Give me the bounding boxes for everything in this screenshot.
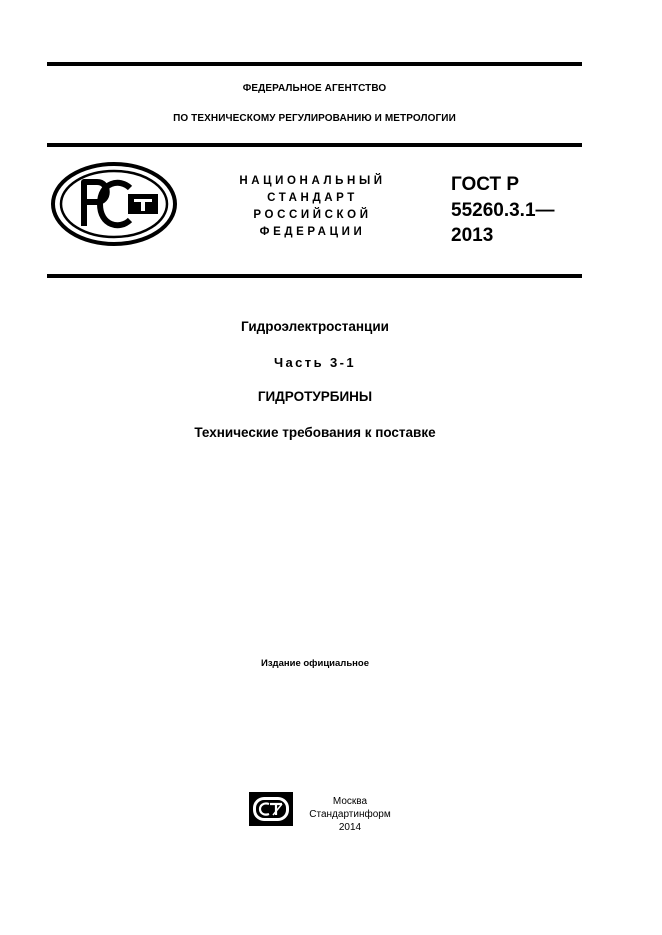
title-rule — [47, 274, 582, 278]
publisher-block — [300, 795, 400, 834]
document-field: Гидроэлектростанции — [241, 319, 389, 334]
publisher-city: Москва — [332, 796, 368, 807]
agency-line-2: ПО ТЕХНИЧЕСКОМУ РЕГУЛИРОВАНИЮ И МЕТРОЛОГИИ — [173, 113, 456, 124]
standard-type — [200, 173, 425, 241]
top-rule — [47, 62, 582, 66]
header-rule — [47, 143, 582, 147]
designation-line-1: ГОСТ Р — [451, 174, 520, 195]
document-subject: ГИДРОТУРБИНЫ — [257, 389, 373, 404]
document-subtitle: Технические требования к поставке — [194, 425, 436, 440]
standard-type-line-4: ФЕДЕРАЦИИ — [259, 226, 366, 238]
document-part: Часть 3-1 — [274, 355, 356, 370]
standard-type-line-3: РОССИЙСКОЙ — [253, 209, 372, 221]
designation-line-2: 55260.3.1— — [451, 199, 555, 221]
agency-line-1: ФЕДЕРАЛЬНОЕ АГЕНТСТВО — [242, 83, 387, 94]
gost-r-emblem-icon — [50, 160, 180, 248]
standartinform-logo-icon — [249, 792, 293, 826]
edition-note: Издание официальное — [261, 658, 369, 669]
designation-line-3: 2013 — [451, 225, 494, 246]
publisher-name: Стандартинформ — [309, 809, 391, 820]
standard-type-line-1: НАЦИОНАЛЬНЫЙ — [239, 175, 386, 187]
standard-designation — [451, 172, 555, 249]
publisher-year: 2014 — [338, 822, 362, 833]
standard-type-line-2: СТАНДАРТ — [267, 192, 358, 204]
